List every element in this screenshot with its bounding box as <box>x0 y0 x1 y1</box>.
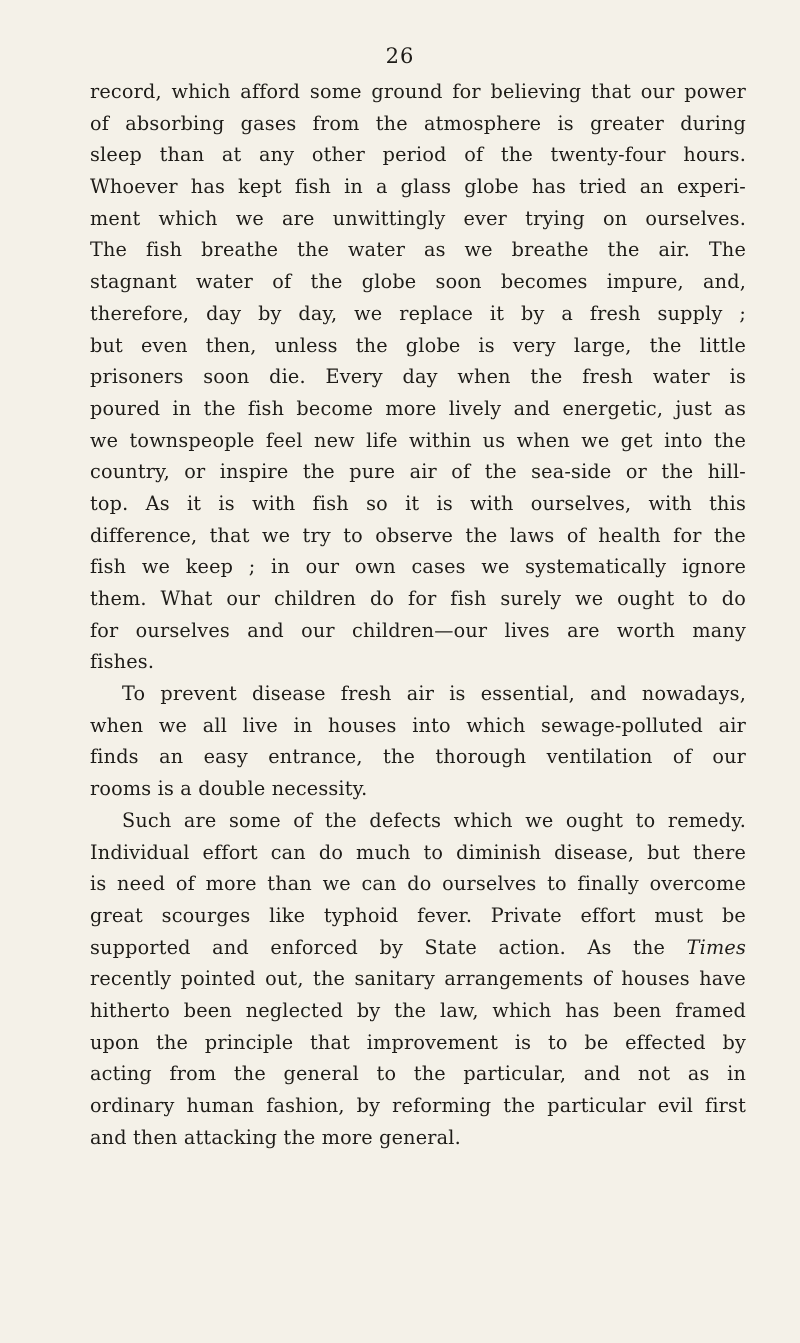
text-line: we townspeople feel new life within us when we get into the <box>90 428 746 452</box>
text-line: but even then, unless the globe is very large, the little <box>90 333 746 357</box>
text-line: The fish breathe the water as we breathe the air. The <box>90 238 746 262</box>
text-line: of absorbing gases from the atmosphere is greater during <box>90 111 746 135</box>
text-line: fish we keep ; in our own cases we systematically ignore <box>90 555 746 579</box>
text-line: Whoever has kept fish in a glass globe has tried an experi- <box>90 175 746 199</box>
text-line: acting from the general to the particular, and not as in <box>90 1062 746 1086</box>
text-line: for ourselves and our children—our lives are worth many <box>90 618 746 642</box>
text-line: country, or inspire the pure air of the sea-side or the hill- <box>90 460 746 484</box>
text-line: finds an easy entrance, the thorough ventilation of our <box>90 745 746 769</box>
text-line: therefore, day by day, we replace it by a fresh supply ; <box>90 301 746 325</box>
text-line: ment which we are unwittingly ever trying on ourselves. <box>90 206 746 230</box>
text-line: fishes. <box>90 650 155 674</box>
newspaper-title: Times <box>686 935 746 959</box>
text-line: them. What our children do for fish surely we ought to do <box>90 587 746 610</box>
text-line: rooms is a double necessity. <box>90 777 368 801</box>
text-line: is need of more than we can do ourselves to finally overcome <box>90 872 746 896</box>
text-line: recently pointed out, the sanitary arrangements of houses have <box>90 967 746 991</box>
text-line: hitherto been neglected by the law, which has been framed <box>90 998 746 1022</box>
text-line: stagnant water of the globe soon becomes impure, and, <box>90 270 746 294</box>
text-line: prisoners soon die. Every day when the fresh water is <box>90 365 746 389</box>
body-text <box>90 76 746 1153</box>
text-line: poured in the fish become more lively and energetic, just as <box>90 396 746 420</box>
text-line: Such are some of the defects which we ought to remedy. <box>122 808 746 832</box>
text-line: sleep than at any other period of the twenty-four hours. <box>90 143 746 167</box>
text-line: and then attacking the more general. <box>90 1125 461 1149</box>
text-line: Individual effort can do much to diminish disease, but there <box>90 840 746 864</box>
text-line: difference, that we try to observe the laws of health for the <box>90 523 746 547</box>
text-line: great scourges like typhoid fever. Private effort must be <box>90 903 746 927</box>
text-line: To prevent disease fresh air is essential, and nowadays, <box>122 682 746 706</box>
text-line: record, which afford some ground for believing that our power <box>90 80 746 103</box>
text-line: ordinary human fashion, by reforming the particular evil first <box>90 1094 746 1117</box>
text-line: upon the principle that improvement is to be effected by <box>90 1030 746 1054</box>
text-line: supported and enforced by State action. As the Times <box>90 935 746 959</box>
text-line: top. As it is with fish so it is with ourselves, with this <box>90 491 746 515</box>
text-line: when we all live in houses into which sewage-polluted air <box>90 713 746 737</box>
page-number: 26 <box>385 44 415 68</box>
